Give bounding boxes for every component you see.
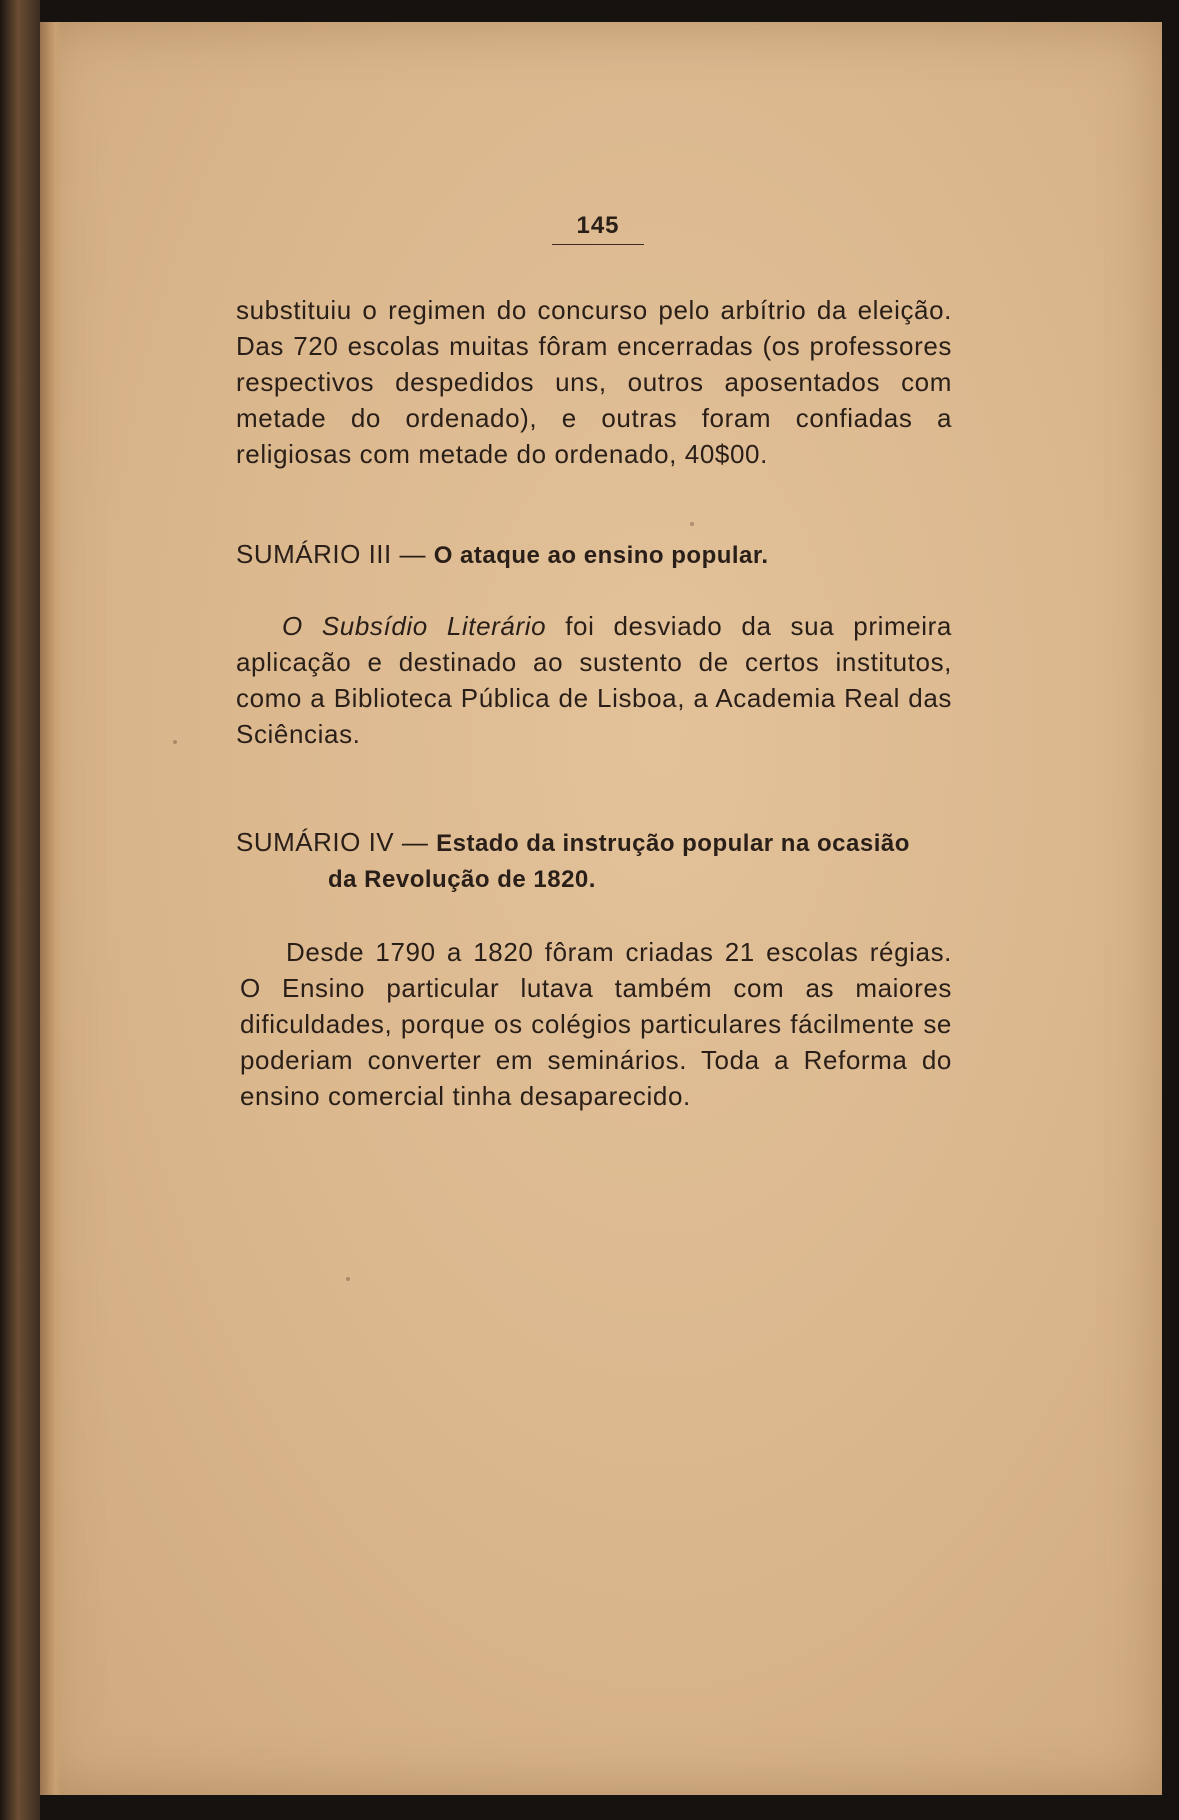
summary-title-continued: da Revolução de 1820.: [328, 866, 596, 893]
summary-heading-iii: [236, 536, 952, 574]
summary-title: Estado da instrução popular na ocasião: [436, 830, 910, 857]
paragraph-text: foi desviado da sua primeira aplicação e destinado ao sustento de certos institutos, como a Biblioteca Pública de Lisboa, a Academia Real das Sciências.: [236, 611, 952, 749]
paper-speck: [173, 740, 177, 744]
book-page: [40, 22, 1162, 1795]
summary-heading-iv: [236, 824, 952, 898]
page-gutter-shadow: [40, 22, 62, 1795]
paper-speck: [346, 1277, 350, 1281]
summary-label: SUMÁRIO III —: [236, 539, 426, 569]
paragraph-eleicao: substituiu o regimen do concurso pelo arbítrio da eleição. Das 720 escolas muitas fôram encerradas (os professores respectivos despedidos uns, outros aposentados com metade do ordenado), e outras foram confiadas a religiosas com metade do ordenado, 40$00.: [236, 295, 952, 469]
summary-title: O ataque ao ensino popular.: [433, 542, 769, 569]
page-number: 145: [552, 212, 644, 245]
paragraph-escolas: Desde 1790 a 1820 fôram criadas 21 escolas régias. O Ensino particular lutava também com as maiores dificuldades, porque os colégios particulares fácilmente se poderiam converter em seminários. Toda a Reforma do ensino comercial tinha desaparecido.: [240, 937, 952, 1111]
book-spine-edge: [0, 0, 40, 1820]
summary-label: SUMÁRIO IV —: [236, 827, 429, 857]
paragraph-subsidio: [236, 608, 952, 752]
paper-speck: [690, 522, 694, 526]
italic-term: O Subsídio Literário: [282, 611, 547, 641]
